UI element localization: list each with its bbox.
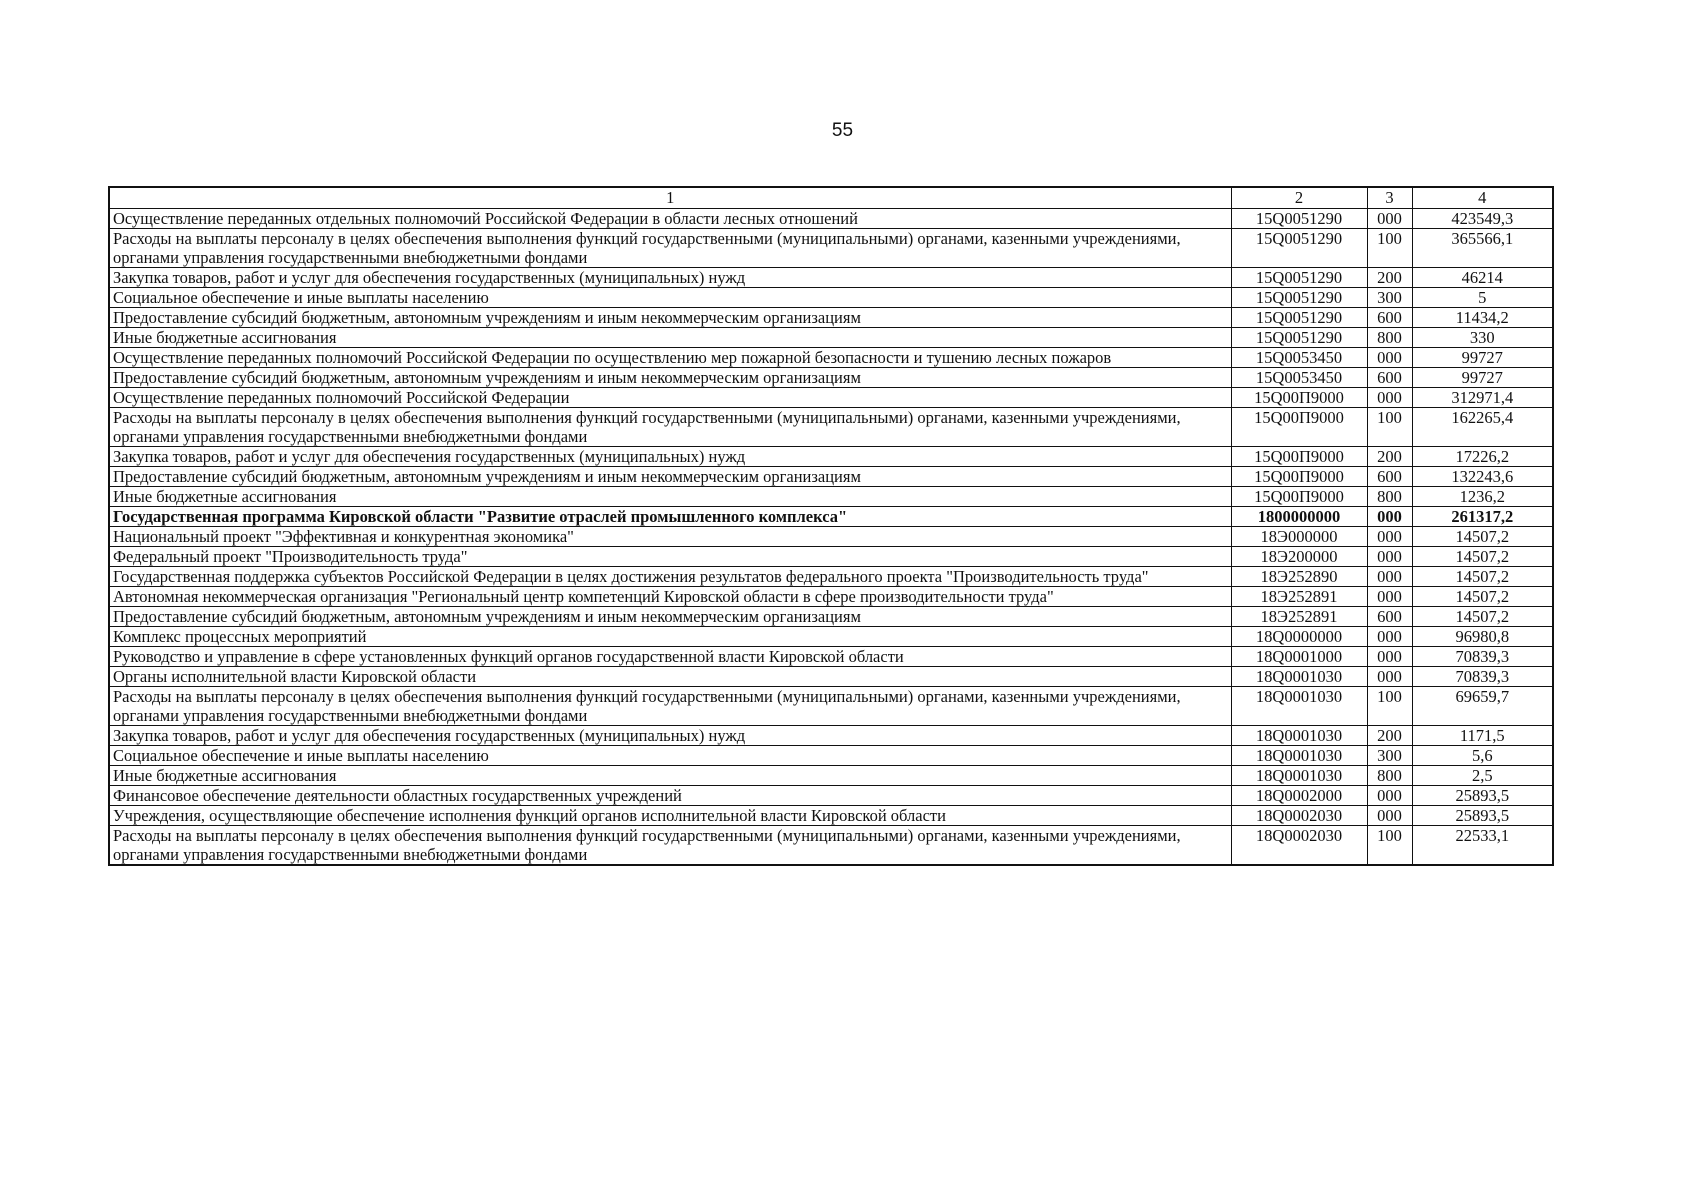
row-type-cell: 600 (1367, 467, 1412, 487)
row-code-cell: 18Q0001000 (1231, 647, 1367, 667)
row-type-cell: 600 (1367, 368, 1412, 388)
row-amount-cell: 14507,2 (1412, 567, 1553, 587)
table-row (109, 447, 1553, 467)
row-code-cell: 15Q0051290 (1231, 288, 1367, 308)
row-code-cell: 18Q0001030 (1231, 667, 1367, 687)
row-type-cell: 000 (1367, 527, 1412, 547)
row-amount-cell: 69659,7 (1412, 687, 1553, 726)
row-type-cell: 000 (1367, 388, 1412, 408)
row-code-cell: 18Э252891 (1231, 607, 1367, 627)
row-amount-cell: 5 (1412, 288, 1553, 308)
row-type-cell: 000 (1367, 209, 1412, 229)
table-row (109, 527, 1553, 547)
row-amount-cell: 261317,2 (1412, 507, 1553, 527)
row-type-cell: 100 (1367, 687, 1412, 726)
row-amount-cell: 99727 (1412, 348, 1553, 368)
row-code-cell: 18Q0002030 (1231, 826, 1367, 866)
row-code-cell: 15Q0051290 (1231, 268, 1367, 288)
column-header-1: 1 (109, 187, 1231, 209)
row-amount-cell: 46214 (1412, 268, 1553, 288)
row-name-cell: Государственная программа Кировской области "Развитие отраслей промышленного комплекса" (109, 507, 1231, 527)
table-row (109, 288, 1553, 308)
table-row (109, 328, 1553, 348)
row-code-cell: 18Э200000 (1231, 547, 1367, 567)
row-name-cell: Органы исполнительной власти Кировской области (109, 667, 1231, 687)
row-type-cell: 800 (1367, 328, 1412, 348)
row-name-cell: Руководство и управление в сфере установленных функций органов государственной власти Кировской области (109, 647, 1231, 667)
table-row (109, 726, 1553, 746)
table-body (109, 209, 1553, 866)
column-header-3: 3 (1367, 187, 1412, 209)
table-row (109, 487, 1553, 507)
row-type-cell: 800 (1367, 766, 1412, 786)
row-type-cell: 300 (1367, 288, 1412, 308)
row-name-cell: Предоставление субсидий бюджетным, автономным учреждениям и иным некоммерческим организациям (109, 368, 1231, 388)
row-code-cell: 18Э252890 (1231, 567, 1367, 587)
row-code-cell: 15Q0051290 (1231, 229, 1367, 268)
page-number: 55 (831, 120, 854, 141)
table-row (109, 229, 1553, 268)
row-name-cell: Расходы на выплаты персоналу в целях обеспечения выполнения функций государственными (муниципальными) органами, казенными учреждениями, органами управления государственными внебюджетными фондами (109, 408, 1231, 447)
row-code-cell: 18Э000000 (1231, 527, 1367, 547)
row-name-cell: Осуществление переданных полномочий Российской Федерации (109, 388, 1231, 408)
row-code-cell: 18Q0001030 (1231, 766, 1367, 786)
table-row (109, 408, 1553, 447)
row-type-cell: 600 (1367, 607, 1412, 627)
row-code-cell: 15Q00П9000 (1231, 467, 1367, 487)
column-header-4: 4 (1412, 187, 1553, 209)
row-name-cell: Закупка товаров, работ и услуг для обеспечения государственных (муниципальных) нужд (109, 447, 1231, 467)
row-code-cell: 18Q0001030 (1231, 726, 1367, 746)
table-row (109, 388, 1553, 408)
row-code-cell: 15Q0053450 (1231, 368, 1367, 388)
table-row (109, 806, 1553, 826)
table-row (109, 627, 1553, 647)
row-amount-cell: 14507,2 (1412, 547, 1553, 567)
row-name-cell: Закупка товаров, работ и услуг для обеспечения государственных (муниципальных) нужд (109, 726, 1231, 746)
row-type-cell: 000 (1367, 587, 1412, 607)
row-type-cell: 000 (1367, 806, 1412, 826)
row-name-cell: Национальный проект "Эффективная и конкурентная экономика" (109, 527, 1231, 547)
table-row (109, 786, 1553, 806)
row-type-cell: 000 (1367, 627, 1412, 647)
table-row (109, 687, 1553, 726)
table-row (109, 547, 1553, 567)
row-amount-cell: 365566,1 (1412, 229, 1553, 268)
row-code-cell: 1800000000 (1231, 507, 1367, 527)
table-header-row (109, 187, 1553, 209)
table-row (109, 368, 1553, 388)
row-type-cell: 000 (1367, 567, 1412, 587)
row-code-cell: 18Q0001030 (1231, 746, 1367, 766)
table-row (109, 826, 1553, 866)
row-code-cell: 18Q0002000 (1231, 786, 1367, 806)
table-row (109, 647, 1553, 667)
row-amount-cell: 312971,4 (1412, 388, 1553, 408)
row-type-cell: 200 (1367, 726, 1412, 746)
row-code-cell: 15Q00П9000 (1231, 447, 1367, 467)
table-row (109, 308, 1553, 328)
row-amount-cell: 2,5 (1412, 766, 1553, 786)
row-type-cell: 800 (1367, 487, 1412, 507)
row-amount-cell: 14507,2 (1412, 587, 1553, 607)
row-type-cell: 100 (1367, 229, 1412, 268)
row-type-cell: 200 (1367, 447, 1412, 467)
row-code-cell: 18Q0000000 (1231, 627, 1367, 647)
row-amount-cell: 70839,3 (1412, 667, 1553, 687)
row-code-cell: 15Q0053450 (1231, 348, 1367, 368)
row-amount-cell: 96980,8 (1412, 627, 1553, 647)
row-type-cell: 100 (1367, 408, 1412, 447)
row-type-cell: 300 (1367, 746, 1412, 766)
row-type-cell: 200 (1367, 268, 1412, 288)
row-code-cell: 18Q0001030 (1231, 687, 1367, 726)
row-code-cell: 15Q00П9000 (1231, 487, 1367, 507)
row-amount-cell: 162265,4 (1412, 408, 1553, 447)
table-row (109, 746, 1553, 766)
row-name-cell: Закупка товаров, работ и услуг для обеспечения государственных (муниципальных) нужд (109, 268, 1231, 288)
row-name-cell: Комплекс процессных мероприятий (109, 627, 1231, 647)
row-amount-cell: 14507,2 (1412, 527, 1553, 547)
row-code-cell: 18Q0002030 (1231, 806, 1367, 826)
row-amount-cell: 14507,2 (1412, 607, 1553, 627)
row-code-cell: 18Э252891 (1231, 587, 1367, 607)
table-row (109, 348, 1553, 368)
row-type-cell: 000 (1367, 667, 1412, 687)
row-name-cell: Учреждения, осуществляющие обеспечение исполнения функций органов исполнительной власти Кировской области (109, 806, 1231, 826)
row-amount-cell: 70839,3 (1412, 647, 1553, 667)
row-name-cell: Предоставление субсидий бюджетным, автономным учреждениям и иным некоммерческим организациям (109, 308, 1231, 328)
row-amount-cell: 1236,2 (1412, 487, 1553, 507)
row-name-cell: Расходы на выплаты персоналу в целях обеспечения выполнения функций государственными (муниципальными) органами, казенными учреждениями, органами управления государственными внебюджетными фондами (109, 826, 1231, 866)
row-amount-cell: 5,6 (1412, 746, 1553, 766)
row-name-cell: Расходы на выплаты персоналу в целях обеспечения выполнения функций государственными (муниципальными) органами, казенными учреждениями, органами управления государственными внебюджетными фондами (109, 229, 1231, 268)
row-name-cell: Социальное обеспечение и иные выплаты населению (109, 288, 1231, 308)
row-amount-cell: 17226,2 (1412, 447, 1553, 467)
row-name-cell: Автономная некоммерческая организация "Региональный центр компетенций Кировской области в сфере производительности труда" (109, 587, 1231, 607)
row-code-cell: 15Q0051290 (1231, 209, 1367, 229)
row-type-cell: 000 (1367, 547, 1412, 567)
row-code-cell: 15Q0051290 (1231, 308, 1367, 328)
table-row (109, 766, 1553, 786)
table-row (109, 507, 1553, 527)
row-amount-cell: 99727 (1412, 368, 1553, 388)
row-name-cell: Осуществление переданных отдельных полномочий Российской Федерации в области лесных отношений (109, 209, 1231, 229)
table-row (109, 567, 1553, 587)
row-type-cell: 000 (1367, 348, 1412, 368)
table-row (109, 607, 1553, 627)
row-name-cell: Федеральный проект "Производительность труда" (109, 547, 1231, 567)
row-name-cell: Предоставление субсидий бюджетным, автономным учреждениям и иным некоммерческим организациям (109, 467, 1231, 487)
row-type-cell: 600 (1367, 308, 1412, 328)
row-amount-cell: 330 (1412, 328, 1553, 348)
row-amount-cell: 22533,1 (1412, 826, 1553, 866)
table-row (109, 587, 1553, 607)
row-name-cell: Осуществление переданных полномочий Российской Федерации по осуществлению мер пожарной безопасности и тушению лесных пожаров (109, 348, 1231, 368)
table-row (109, 209, 1553, 229)
row-code-cell: 15Q00П9000 (1231, 408, 1367, 447)
row-amount-cell: 423549,3 (1412, 209, 1553, 229)
row-name-cell: Расходы на выплаты персоналу в целях обеспечения выполнения функций государственными (муниципальными) органами, казенными учреждениями, органами управления государственными внебюджетными фондами (109, 687, 1231, 726)
row-name-cell: Иные бюджетные ассигнования (109, 766, 1231, 786)
row-name-cell: Государственная поддержка субъектов Российской Федерации в целях достижения результатов федерального проекта "Производительность труда" (109, 567, 1231, 587)
row-name-cell: Социальное обеспечение и иные выплаты населению (109, 746, 1231, 766)
row-amount-cell: 11434,2 (1412, 308, 1553, 328)
row-type-cell: 000 (1367, 647, 1412, 667)
row-code-cell: 15Q00П9000 (1231, 388, 1367, 408)
table-row (109, 667, 1553, 687)
table-row (109, 268, 1553, 288)
row-type-cell: 000 (1367, 507, 1412, 527)
row-name-cell: Иные бюджетные ассигнования (109, 487, 1231, 507)
row-name-cell: Финансовое обеспечение деятельности областных государственных учреждений (109, 786, 1231, 806)
row-amount-cell: 25893,5 (1412, 786, 1553, 806)
row-amount-cell: 25893,5 (1412, 806, 1553, 826)
row-type-cell: 100 (1367, 826, 1412, 866)
row-type-cell: 000 (1367, 786, 1412, 806)
row-name-cell: Предоставление субсидий бюджетным, автономным учреждениям и иным некоммерческим организациям (109, 607, 1231, 627)
row-name-cell: Иные бюджетные ассигнования (109, 328, 1231, 348)
table-row (109, 467, 1553, 487)
row-code-cell: 15Q0051290 (1231, 328, 1367, 348)
row-amount-cell: 1171,5 (1412, 726, 1553, 746)
row-amount-cell: 132243,6 (1412, 467, 1553, 487)
budget-table (108, 186, 1554, 866)
column-header-2: 2 (1231, 187, 1367, 209)
